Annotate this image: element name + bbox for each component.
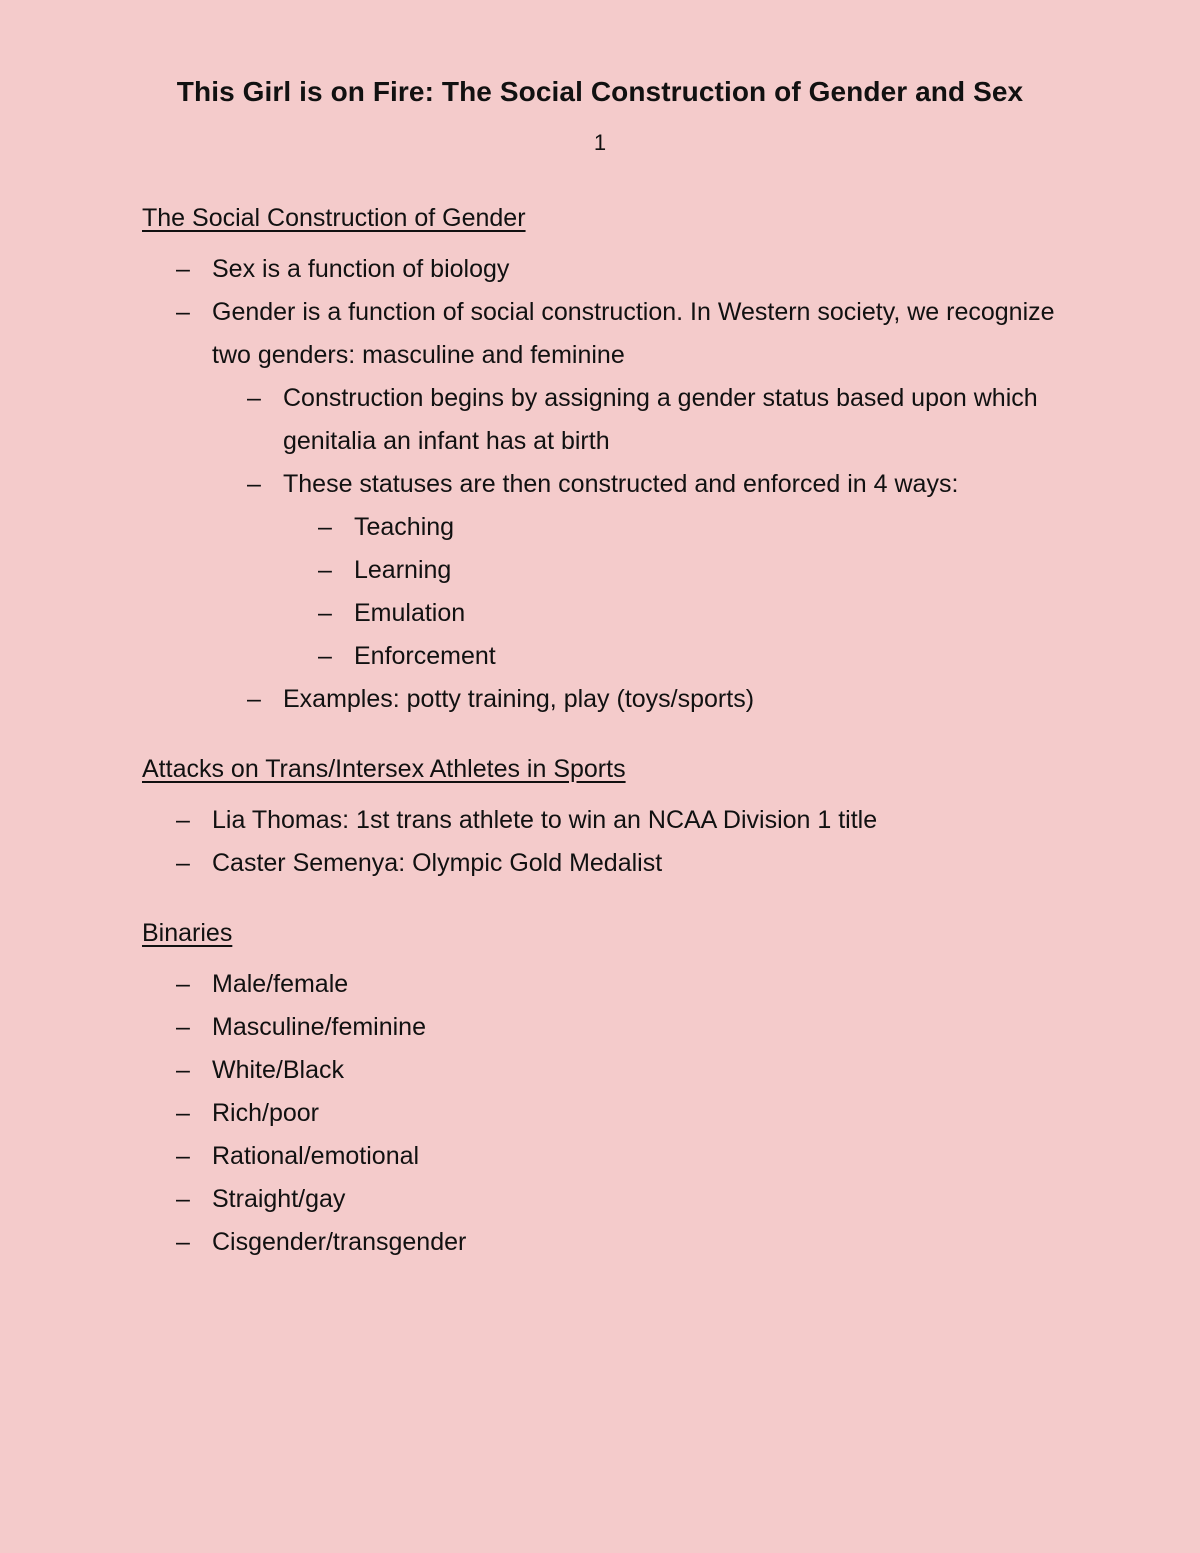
list-item: – Emulation [142, 592, 1062, 635]
page-number: 1 [593, 130, 607, 155]
section-heading: Attacks on Trans/Intersex Athletes in Sports [142, 755, 626, 783]
list-item: – Teaching [142, 506, 1062, 549]
list-item: – Enforcement [142, 635, 1062, 678]
list-item: – Sex is a function of biology [142, 248, 1062, 291]
list-item: – Caster Semenya: Olympic Gold Medalist [142, 842, 1062, 885]
list-item: – Masculine/feminine [142, 1006, 1062, 1049]
list-item: – White/Black [142, 1049, 1062, 1092]
list-item: – Lia Thomas: 1st trans athlete to win an NCAA Division 1 title [142, 799, 1062, 842]
list-item: – Construction begins by assigning a gender status based upon which genitalia an infant has at birth [142, 377, 1062, 463]
list-item: – Examples: potty training, play (toys/sports) [142, 678, 1062, 721]
section-binaries [142, 915, 1062, 1264]
section-social-construction-of-gender [142, 200, 1062, 721]
list-item: – Learning [142, 549, 1062, 592]
list-item: – Gender is a function of social construction. In Western society, we recognize two genders: masculine and feminine [142, 291, 1062, 377]
section-heading: The Social Construction of Gender [142, 204, 526, 232]
document-body [142, 200, 1062, 1294]
bullet-list [142, 799, 1062, 885]
bullet-list [142, 248, 1062, 721]
list-item: – Cisgender/transgender [142, 1221, 1062, 1264]
list-item: – Rational/emotional [142, 1135, 1062, 1178]
list-item: – Rich/poor [142, 1092, 1062, 1135]
list-item: – Male/female [142, 963, 1062, 1006]
bullet-list [142, 963, 1062, 1264]
list-item: – Straight/gay [142, 1178, 1062, 1221]
list-item: – These statuses are then constructed and enforced in 4 ways: [142, 463, 1062, 506]
section-attacks-on-athletes [142, 751, 1062, 885]
document-title: This Girl is on Fire: The Social Construction of Gender and Sex [176, 76, 1024, 107]
section-heading: Binaries [142, 919, 233, 947]
